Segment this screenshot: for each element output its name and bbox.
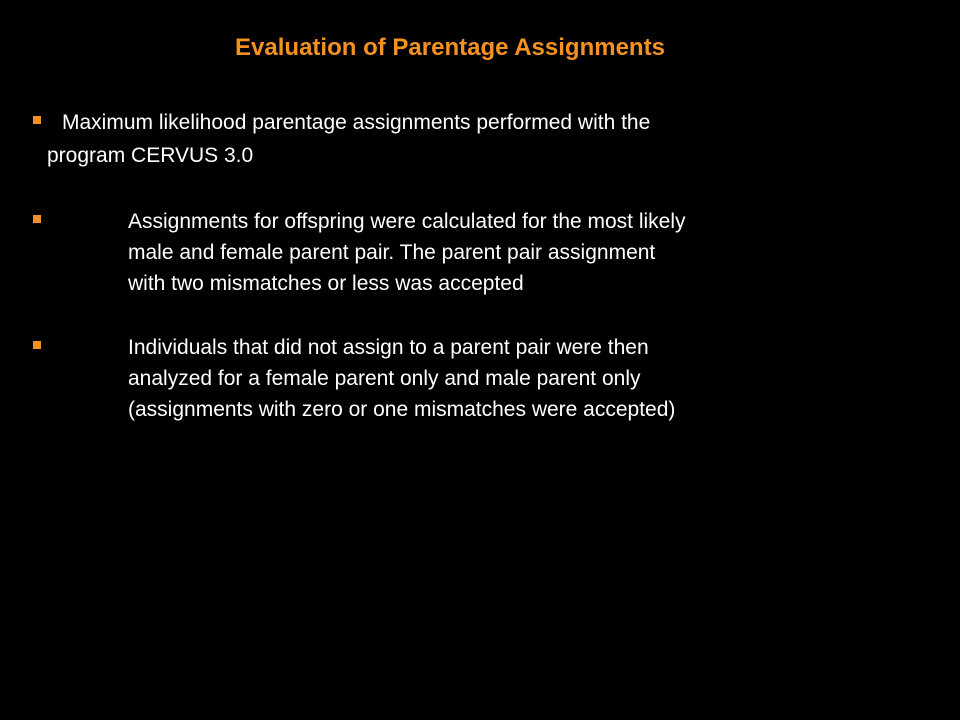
bullet-marker-1 [33,116,41,124]
bullet-3-line-3: (assignments with zero or one mismatches were accepted) [128,398,676,421]
bullet-2-line-3: with two mismatches or less was accepted [128,272,524,295]
bullet-1-line-1: Maximum likelihood parentage assignments performed with the [62,111,651,134]
bullet-marker-2 [33,215,41,223]
bullet-1-line-2: program CERVUS 3.0 [47,144,254,167]
bullet-3-line-2: analyzed for a female parent only and male parent only [128,367,641,390]
bullet-marker-3 [33,341,41,349]
bullet-3-line-1: Individuals that did not assign to a parent pair were then [128,336,649,359]
bullet-2-line-2: male and female parent pair. The parent pair assignment [128,241,656,264]
bullet-2-line-1: Assignments for offspring were calculated for the most likely [128,210,686,233]
slide-title: Evaluation of Parentage Assignments [235,34,665,61]
